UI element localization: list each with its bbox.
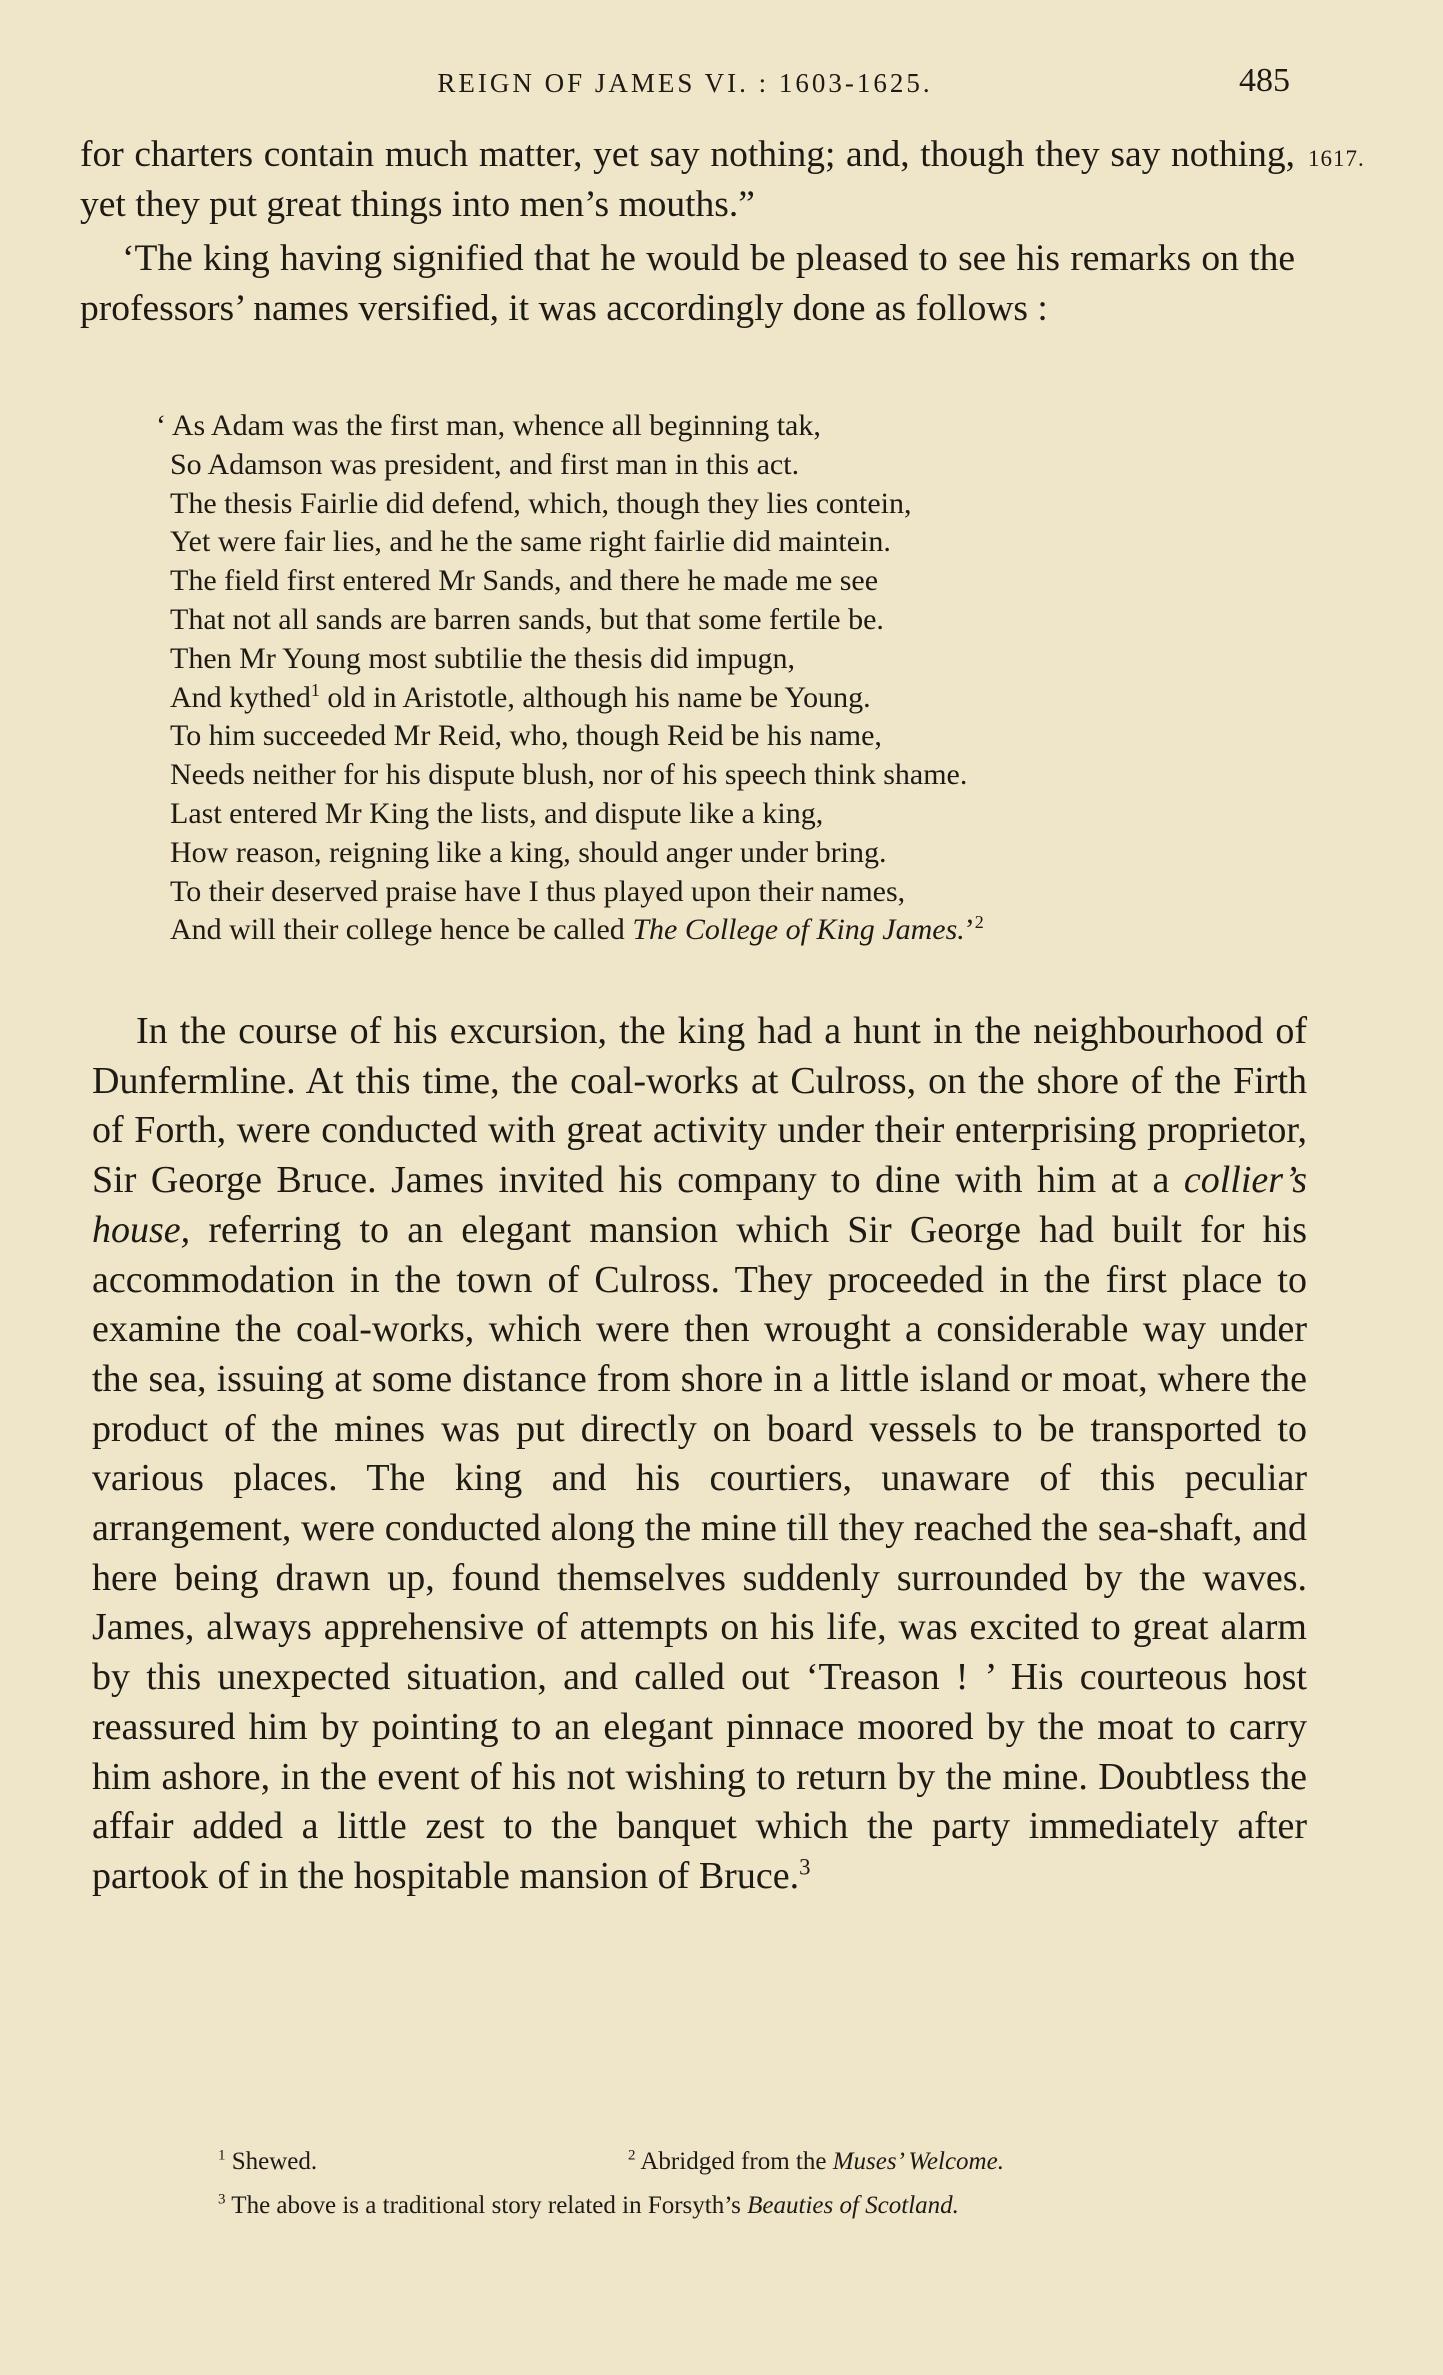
footnote-mark: 2 [628, 2147, 636, 2164]
poem-line: Needs neither for his dispute blush, nor of his speech think shame. [170, 758, 968, 792]
poem-line: Then Mr Young most subtilie the thesis did impugn, [170, 641, 796, 675]
poem-line: The thesis Fairlie did defend, which, though they lies contein, [170, 486, 912, 520]
footnote-ref-1: 1 [310, 679, 320, 700]
margin-year-note: 1617. [1308, 146, 1365, 171]
footnote-mark: 3 [218, 2191, 226, 2208]
poem-line: The field first entered Mr Sands, and there he made me see [170, 564, 879, 598]
poem-line [170, 679, 1280, 718]
poem-text: ’ [964, 913, 975, 947]
paragraph-text: ‘The king having signified that he would be pleased to see his remarks on the professors’ names versified, it was accordingly done as follows : [80, 238, 1295, 329]
footnote-1 [218, 2140, 317, 2184]
footnote-text: Shewed. [225, 2148, 318, 2175]
footnote-ref-3: 3 [799, 1854, 811, 1880]
footnote-mark: 1 [218, 2147, 226, 2164]
footnote-row [218, 2140, 1218, 2219]
poem-line: To him succeeded Mr Reid, who, though Reid be his name, [170, 719, 882, 753]
paragraph-quote-end [80, 130, 1295, 229]
poem-text: And will their college hence be called [170, 913, 633, 947]
paragraph-text: referring to an elegant mansion which Sir George had built for his accommodation in the town of Culross. They proceeded in the first place to examine the coal-works, which were then wrought a considerable way under the sea, issuing at some distance from shore in a little island or moat, where the product of the mines was put directly on board vessels to be transported to various places. The king and his courtiers, unaware of this peculiar arrangement, were conducted along the mine till they reached the sea-shaft, and here being drawn up, found themselves suddenly surrounded by the waves. James, always apprehensive of attempts on his life, was excited to great alarm by this unexpected situation, and called out ‘Treason ! ’ His courteous host reassured him by pointing to an elegant pinnace moored by the moat to carry him ashore, in the event of his not wishing to return by the mine. Doubtless the affair added a little zest to the banquet which the party immediately after partook of in the hospitable mansion of Bruce. [92, 1208, 1307, 1897]
poem-line: How reason, reigning like a king, should anger under bring. [170, 835, 887, 869]
poem-italic-title: The College of King James. [632, 913, 965, 947]
italic-phrase: collier’s house, [92, 1159, 1307, 1251]
running-head [80, 62, 1290, 112]
poem-line: To their deserved praise have I thus played upon their names, [170, 874, 906, 908]
footnote-text: The above is a traditional story related in Forsyth’s [225, 2192, 748, 2219]
footnote-italic: Muses’ Welcome. [832, 2148, 1004, 2175]
poem-line [170, 911, 1280, 950]
page-number: 485 [1239, 62, 1290, 99]
footnote-ref-2: 2 [974, 912, 984, 933]
paragraph-text: In the course of his excursion, the king had a hunt in the neighbourhood of Dunfermline. At this time, the coal-works at Culross, on the shore of the Firth of Forth, were conducted with great activity under their enterprising proprietor, Sir George Bruce. James invited his company to dine with him at a [92, 1010, 1307, 1202]
poem-line: Yet were fair lies, and he the same right fairlie did maintein. [170, 525, 891, 559]
poem [156, 407, 1280, 950]
paragraph-culross [92, 1007, 1307, 1902]
footnotes [218, 2140, 1218, 2219]
paragraph-intro-poem [80, 234, 1295, 333]
footnote-2 [628, 2140, 1004, 2184]
paragraph-text: for charters contain much matter, yet say nothing; and, though they say nothing, yet they put great things into men’s mouths.” [80, 134, 1295, 225]
footnote-3 [218, 2184, 959, 2228]
poem-text: And kythed [170, 680, 311, 714]
poem-line: ‘ As Adam was the first man, whence all beginning tak, [156, 409, 821, 442]
footnote-text: Abridged from the [635, 2148, 833, 2175]
poem-line: That not all sands are barren sands, but that some fertile be. [170, 602, 884, 636]
running-title: REIGN OF JAMES VI. : 1603-1625. [437, 68, 933, 98]
poem-text: old in Aristotle, although his name be Young. [319, 680, 871, 714]
footnote-italic: Beauties of Scotland. [747, 2192, 959, 2219]
poem-line: Last entered Mr King the lists, and dispute like a king, [170, 796, 824, 830]
poem-line: So Adamson was president, and first man in this act. [170, 447, 800, 481]
